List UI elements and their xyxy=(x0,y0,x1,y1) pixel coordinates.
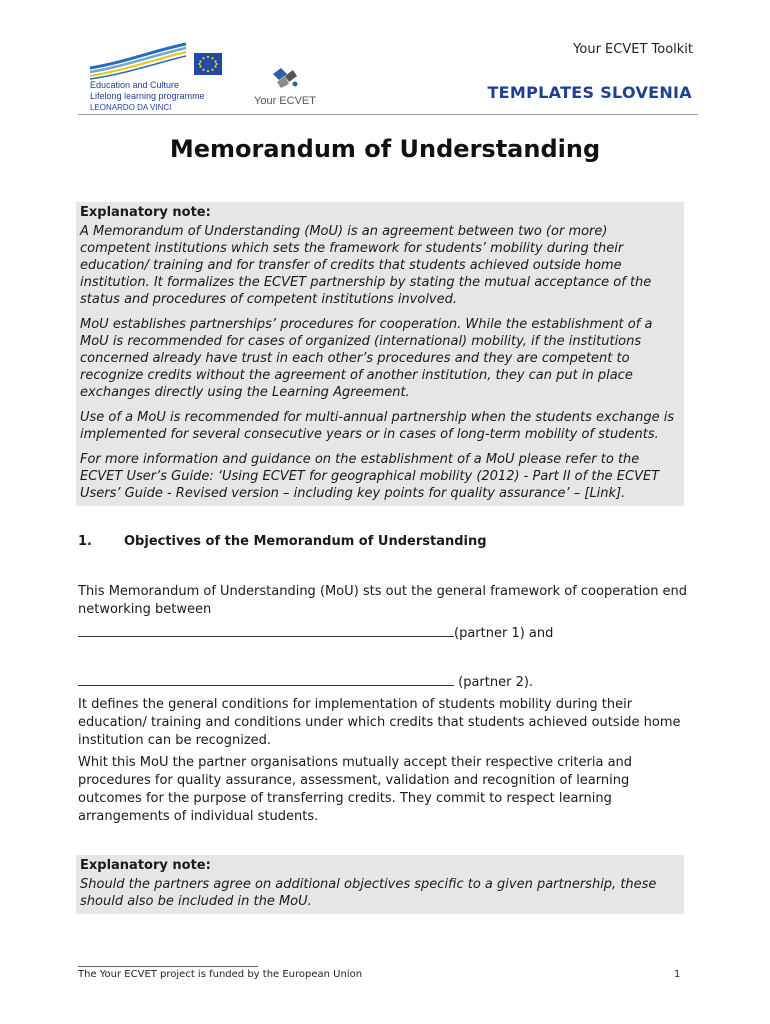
note-paragraph: For more information and guidance on the establishment of a MoU please refer to the ECVET User’s Guide: ‘Using ECVET for geographical mobility (2012) - Part II of the ECVET Users’ Guide - Revised version – including key points for quality assurance’ – [Link]. xyxy=(80,452,660,501)
footer-divider xyxy=(78,966,258,967)
page-number: 1 xyxy=(674,969,681,980)
eu-logo-line1: Education and Culture xyxy=(90,80,180,90)
conditions-text: It defines the general conditions for implementation of students mobility during their education/ training and conditions under which credits that students achieved outside home institution can be recognized. xyxy=(78,697,681,748)
partner2-blank[interactable] xyxy=(78,673,454,686)
partner2-label: (partner 2). xyxy=(454,675,534,690)
note-paragraph: Use of a MoU is recommended for multi-annual partnership when the students exchange is implemented for several consecutive years or in cases of long-term mobility of students. xyxy=(80,410,675,442)
section-heading xyxy=(78,534,487,549)
eu-lifelong-learning-logo xyxy=(86,40,226,115)
note-heading: Explanatory note: xyxy=(80,858,211,873)
partner1-label: (partner 1) and xyxy=(454,626,554,641)
criteria-paragraph xyxy=(78,754,694,826)
conditions-paragraph xyxy=(78,696,694,750)
section-title: Objectives of the Memorandum of Understanding xyxy=(124,534,487,549)
eu-logo-line2: Lifelong learning programme xyxy=(90,91,205,101)
header-divider xyxy=(78,114,698,115)
footer-text: The Your ECVET project is funded by the European Union xyxy=(78,969,363,980)
templates-heading: TEMPLATES SLOVENIA xyxy=(487,83,692,102)
document-title: Memorandum of Understanding xyxy=(169,135,601,163)
toolkit-label: Your ECVET Toolkit xyxy=(573,42,693,57)
note-heading: Explanatory note: xyxy=(80,205,211,220)
eu-logo-line3: LEONARDO DA VINCI xyxy=(90,103,172,112)
note-paragraph: Should the partners agree on additional objectives specific to a given partnership, these should also be included in the MoU. xyxy=(80,877,657,909)
note-paragraph: MoU establishes partnerships’ procedures for cooperation. While the establishment of a MoU is recommended for cases of organized (international) mobility, if the institutions concerned already have trust in each other’s procedures and they are competent to recognize credits without the agreement of another institution, they can put in place exchanges directly using the Learning Agreement. xyxy=(80,317,653,400)
criteria-text: Whit this MoU the partner organisations mutually accept their respective criteria and procedures for quality assurance, assessment, validation and recognition of learning outcomes for the purpose of transferring credits. They commit to respect learning arrangements of individual students. xyxy=(78,755,633,824)
partner2-line[interactable] xyxy=(78,673,694,692)
section-number: 1. xyxy=(78,534,92,549)
your-ecvet-logo xyxy=(252,64,322,108)
explanatory-note-box-2 xyxy=(76,855,684,914)
explanatory-note-box xyxy=(76,202,684,506)
ecvet-logo-text: Your ECVET xyxy=(254,95,316,107)
partner1-line[interactable] xyxy=(78,624,694,643)
note-paragraph: A Memorandum of Understanding (MoU) is an agreement between two (or more) competent institutions which sets the framework for students’ mobility during their education/ training and for transfer of credits that students achieved outside home institution. It formalizes the ECVET partnership by stating the mutual acceptance of the status and procedures of competent institutions involved. xyxy=(80,224,652,307)
intro-paragraph xyxy=(78,583,694,619)
partner1-blank[interactable] xyxy=(78,624,454,637)
intro-text: This Memorandum of Understanding (MoU) sts out the general framework of cooperation end networking between xyxy=(78,584,688,617)
